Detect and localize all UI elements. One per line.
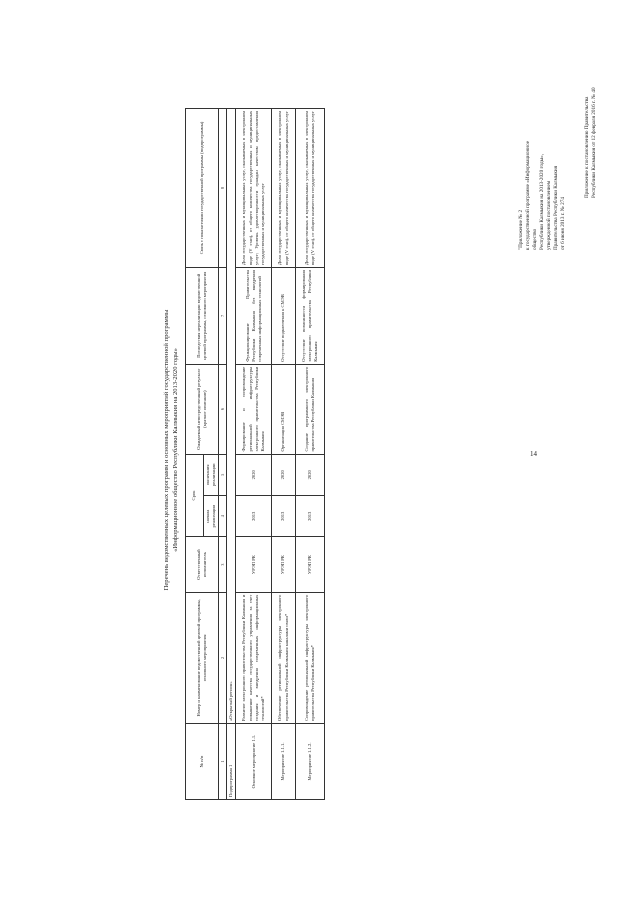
appendix-note	[518, 141, 567, 250]
subprogram-name: «Открытый регион»	[227, 109, 236, 724]
column-number: 1	[219, 724, 227, 800]
header-start: начала реализации	[203, 496, 218, 537]
column-number: 7	[219, 267, 227, 364]
document-title	[162, 260, 180, 640]
programs-table	[185, 108, 325, 800]
appendix-line: утвержденной постановлением	[546, 180, 552, 250]
row-responsible: УРЭП РК	[295, 537, 324, 592]
subprogram-num: Подпрограмма 1	[227, 724, 236, 800]
column-number: 5	[219, 454, 227, 495]
column-number: 4	[219, 496, 227, 537]
column-number: 8	[219, 109, 227, 268]
table-row	[295, 109, 324, 800]
header-result: Ожидаемый непосредственный результат (краткое описание)	[186, 364, 219, 454]
subprogram-row	[227, 109, 236, 800]
row-result: Организация СМЭВ	[272, 364, 295, 454]
header-term: Срок	[186, 454, 204, 537]
column-number: 3	[219, 537, 227, 592]
row-start: 2013	[236, 496, 272, 537]
row-num: Мероприятие 1.1.1.	[272, 724, 295, 800]
appendix-line: "Приложение № 2	[518, 209, 524, 250]
row-responsible: УРЭП РК	[272, 537, 295, 592]
page-number: 14	[530, 450, 537, 458]
header-link: Связь с показателями государственной программы (подпрограммы)	[186, 109, 219, 268]
header-num: № п/п	[186, 724, 219, 800]
row-link: Доля государственных и муниципальных услуг, оказываемых в электронном виде (V этап), от общего количества государственных и муниципальных услуг	[295, 109, 324, 268]
row-consequences: Отсутствие возможности формирования электронного правительства Республики Калмыкия	[295, 267, 324, 364]
title-line-2: «Информационное общество Республики Калмыкия на 2013-2020 годы»	[172, 348, 179, 552]
row-name: Развитие электронного правительства Республики Калмыкия и повышение качества государственного управления за счет создания и внедрения современных информационных технологий*	[236, 592, 272, 723]
title-line-1: Перечень ведомственных целевых программ и основных мероприятий государственной программы	[163, 309, 170, 591]
appendix-line: общество	[532, 228, 538, 250]
header-responsible: Ответственный исполнитель	[186, 537, 219, 592]
row-link: Доля государственных и муниципальных услуг, оказываемых в электронном виде (V этап), от общего количества государственных и муниципальных услуг; Уровень удовлетворенности граждан качеством предоставления государственных и муниципальных услуг	[236, 109, 272, 268]
column-number: 6	[219, 364, 227, 454]
table-row	[236, 109, 272, 800]
row-start: 2013	[272, 496, 295, 537]
header-consequences: Последствия нереализации ведомственной целевой программы, основного мероприятия	[186, 267, 219, 364]
approval-line: Республики Калмыкия от 12 февраля 2016 г. № 40	[591, 87, 597, 198]
row-end: 2020	[295, 454, 324, 495]
row-consequences: Отсутствие подключения к СМЭВ	[272, 267, 295, 364]
row-name: Сопровождение региональной инфраструктуры электронного правительства Республики Калмыкия*	[295, 592, 324, 723]
row-consequences: Функционирование Правительства Республики Калмыкия без внедрения современных информационных технологий	[236, 267, 272, 364]
appendix-line: Правительства Республики Калмыкия	[553, 165, 559, 250]
table-row	[272, 109, 295, 800]
header-name: Номер и наименование ведомственной целевой программы, основного мероприятия	[186, 592, 219, 723]
appendix-line: к государственной программе «Информационное	[525, 140, 531, 250]
row-name: Обеспечение региональной инфраструктуры электронного правительства Республики Калмыкия каналами связи*	[272, 592, 295, 723]
row-link: Доля государственных и муниципальных услуг, оказываемых в электронном виде (V этап), от общего количества государственных и муниципальных услуг	[272, 109, 295, 268]
appendix-line: Республики Калмыкия на 2013-2020 годы»,	[539, 153, 545, 250]
row-end: 2020	[236, 454, 272, 495]
column-number: 2	[219, 592, 227, 723]
appendix-line: от 6 июня 2013 г. № 274	[560, 197, 566, 250]
row-result: Создание программного электронного правительства Республики Калмыкия	[295, 364, 324, 454]
approval-note	[584, 87, 598, 198]
row-start: 2013	[295, 496, 324, 537]
row-responsible: УРЭП РК	[236, 537, 272, 592]
row-result: Формирование и сопровождение региональной инфраструктуры электронного правительства Республики Калмыкия	[236, 364, 272, 454]
row-num: Мероприятие 1.1.2.	[295, 724, 324, 800]
row-num: Основное мероприятие 1.1.	[236, 724, 272, 800]
approval-line: Приложение к постановлению Правительства	[584, 96, 590, 198]
header-end: окончания реализации	[203, 454, 218, 495]
row-end: 2020	[272, 454, 295, 495]
